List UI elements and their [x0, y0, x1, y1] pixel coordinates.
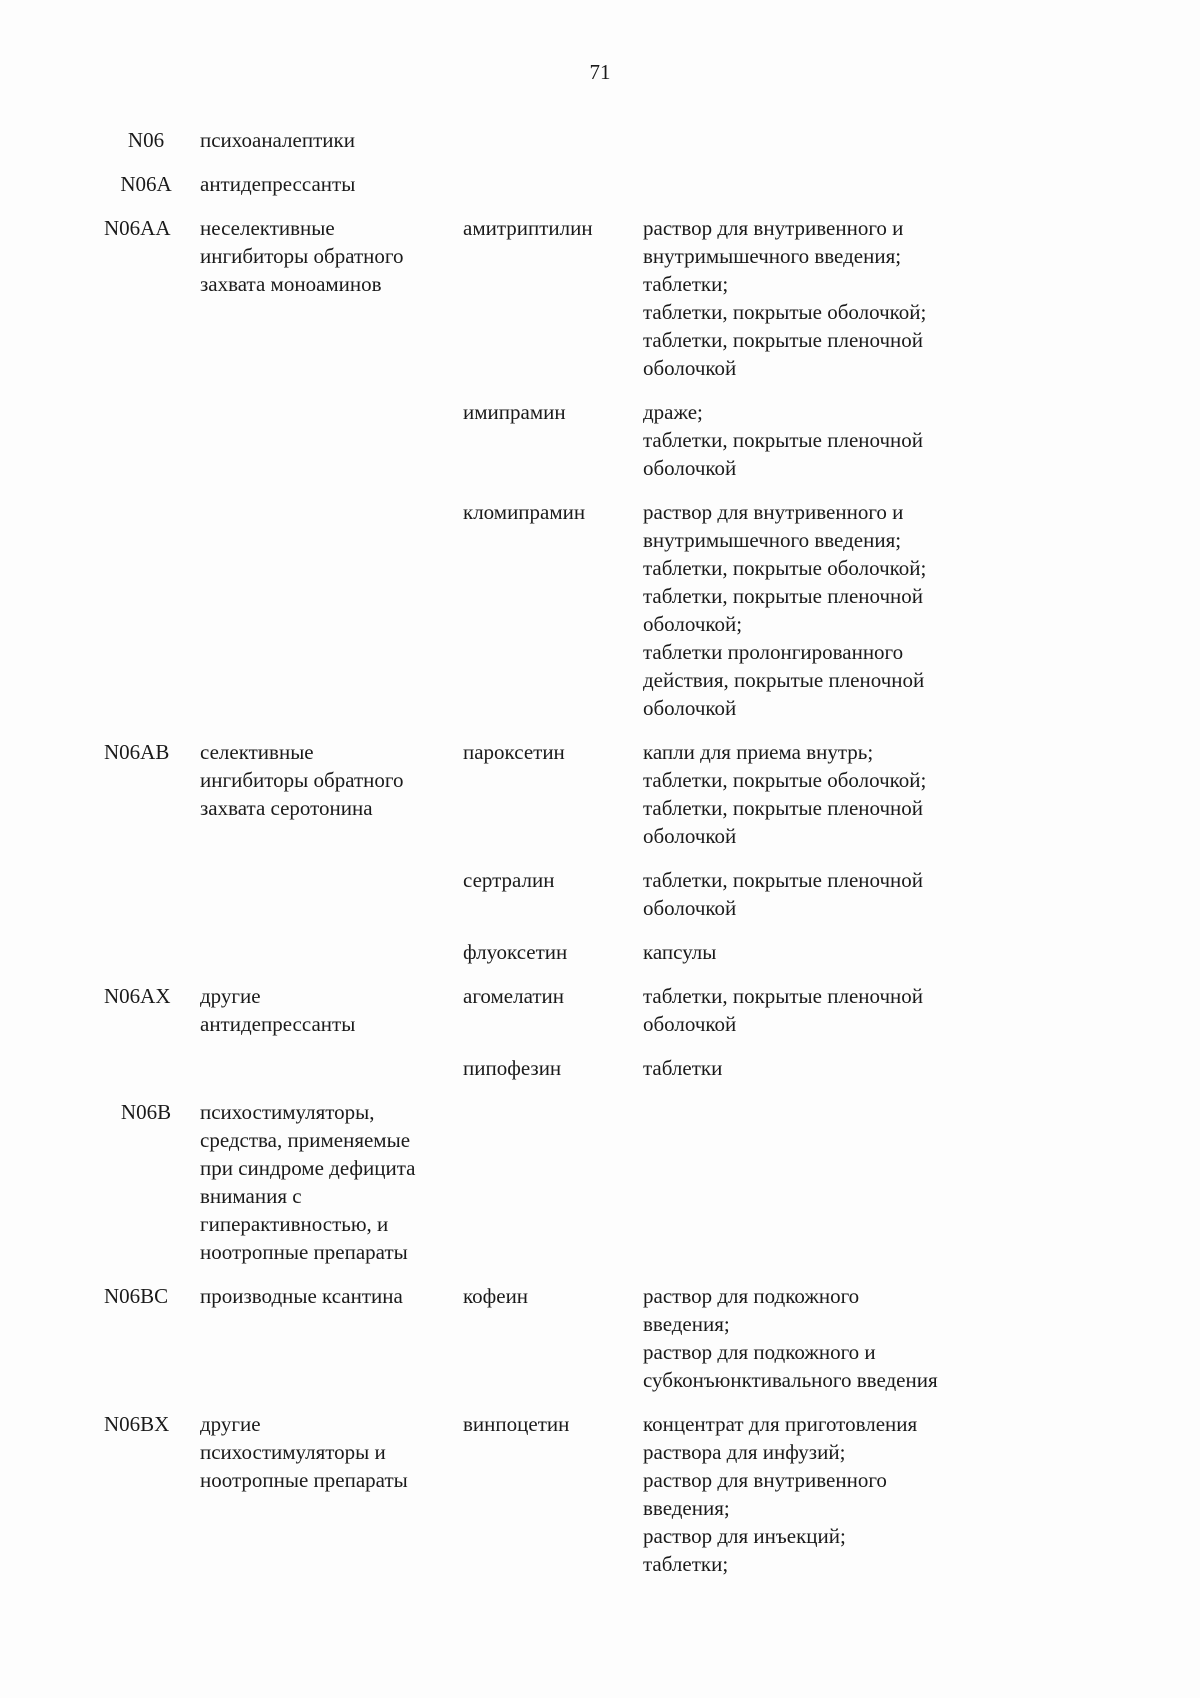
- drug-list: [463, 982, 1003, 1082]
- dosage-form-line: введения;: [643, 1312, 730, 1336]
- atc-entry-row: [104, 214, 1104, 722]
- atc-group-name: [200, 126, 463, 154]
- drug-name: пароксетин: [463, 740, 565, 764]
- dosage-form-line: капсулы: [643, 940, 717, 964]
- atc-group-line: захвата серотонина: [200, 796, 373, 820]
- dosage-form-line: раствор для подкожного: [643, 1284, 860, 1308]
- drug-name: амитриптилин: [463, 216, 593, 240]
- drug-row: [463, 938, 1003, 966]
- dosage-forms: [643, 1282, 1003, 1394]
- atc-table: [104, 126, 1104, 1578]
- dosage-forms: [643, 498, 1003, 722]
- drug-list: [463, 1410, 1003, 1578]
- dosage-forms: [643, 738, 1003, 850]
- dosage-form-line: таблетки, покрытые пленочной: [643, 584, 924, 608]
- dosage-form-line: раствор для внутривенного и: [643, 500, 904, 524]
- atc-code: N06BC: [104, 1284, 169, 1308]
- atc-group-name: [200, 170, 463, 198]
- atc-code: N06BX: [104, 1412, 170, 1436]
- dosage-form-line: таблетки: [643, 1056, 723, 1080]
- atc-code: N06A: [120, 172, 172, 196]
- atc-group-line: психостимуляторы,: [200, 1100, 375, 1124]
- drug-name: кломипрамин: [463, 500, 586, 524]
- drug-row: [463, 214, 1003, 382]
- drug-row: [463, 866, 1003, 922]
- dosage-form-line: оболочкой: [643, 356, 737, 380]
- atc-entry-row: [104, 126, 1104, 154]
- dosage-form-line: таблетки;: [643, 272, 729, 296]
- atc-group-name: [200, 982, 463, 1038]
- atc-entry-row: [104, 982, 1104, 1082]
- dosage-form-line: раствор для внутривенного и: [643, 216, 904, 240]
- dosage-form-line: таблетки, покрытые пленочной: [643, 984, 924, 1008]
- dosage-form-line: капли для приема внутрь;: [643, 740, 874, 764]
- dosage-form-line: таблетки, покрытые пленочной: [643, 868, 924, 892]
- dosage-forms: [643, 214, 1003, 382]
- drug-list: [463, 214, 1003, 722]
- dosage-forms: [643, 1410, 1003, 1578]
- drug-row: [463, 498, 1003, 722]
- dosage-form-line: оболочкой: [643, 1012, 737, 1036]
- atc-group-name: [200, 1282, 463, 1310]
- dosage-forms: [643, 1054, 1003, 1082]
- dosage-form-line: таблетки;: [643, 1552, 729, 1576]
- atc-group-line: захвата моноаминов: [200, 272, 382, 296]
- dosage-form-line: раствор для подкожного и: [643, 1340, 876, 1364]
- dosage-forms: [643, 866, 1003, 922]
- drug-name: сертралин: [463, 868, 555, 892]
- atc-group-line: другие: [200, 984, 261, 1008]
- dosage-form-line: раствор для внутривенного: [643, 1468, 887, 1492]
- dosage-form-line: таблетки пролонгированного: [643, 640, 904, 664]
- atc-group-line: психостимуляторы и: [200, 1440, 386, 1464]
- dosage-form-line: оболочкой: [643, 824, 737, 848]
- atc-group-line: ноотропные препараты: [200, 1240, 408, 1264]
- atc-entry-row: [104, 1410, 1104, 1578]
- atc-group-line: средства, применяемые: [200, 1128, 411, 1152]
- dosage-form-line: действия, покрытые пленочной: [643, 668, 925, 692]
- dosage-form-line: внутримышечного введения;: [643, 244, 902, 268]
- dosage-form-line: оболочкой: [643, 696, 737, 720]
- dosage-form-line: таблетки, покрытые оболочкой;: [643, 300, 927, 324]
- dosage-form-line: драже;: [643, 400, 703, 424]
- drug-list: [463, 1282, 1003, 1394]
- dosage-form-line: оболочкой: [643, 896, 737, 920]
- atc-group-line: производные ксантина: [200, 1284, 403, 1308]
- atc-group-line: другие: [200, 1412, 261, 1436]
- dosage-forms: [643, 398, 1003, 482]
- dosage-form-line: таблетки, покрытые пленочной: [643, 796, 924, 820]
- dosage-form-line: оболочкой;: [643, 612, 743, 636]
- drug-row: [463, 982, 1003, 1038]
- atc-code: N06AA: [104, 216, 171, 240]
- atc-group-name: [200, 214, 463, 298]
- atc-group-line: гиперактивностью, и: [200, 1212, 389, 1236]
- dosage-form-line: таблетки, покрытые оболочкой;: [643, 768, 927, 792]
- dosage-form-line: внутримышечного введения;: [643, 528, 902, 552]
- atc-group-line: ингибиторы обратного: [200, 768, 404, 792]
- dosage-form-line: оболочкой: [643, 456, 737, 480]
- dosage-form-line: концентрат для приготовления: [643, 1412, 918, 1436]
- drug-row: [463, 1410, 1003, 1578]
- atc-group-line: при синдроме дефицита: [200, 1156, 416, 1180]
- dosage-form-line: раствора для инфузий;: [643, 1440, 846, 1464]
- dosage-form-line: таблетки, покрытые оболочкой;: [643, 556, 927, 580]
- atc-group-name: [200, 1410, 463, 1494]
- atc-group-line: селективные: [200, 740, 314, 764]
- dosage-forms: [643, 938, 1003, 966]
- atc-group-name: [200, 1098, 463, 1266]
- drug-row: [463, 398, 1003, 482]
- drug-name: агомелатин: [463, 984, 565, 1008]
- atc-code: N06B: [120, 1100, 172, 1124]
- drug-name: флуоксетин: [463, 940, 568, 964]
- drug-row: [463, 1282, 1003, 1394]
- atc-entry-row: [104, 1098, 1104, 1266]
- atc-group-line: внимания с: [200, 1184, 302, 1208]
- atc-group-line: ингибиторы обратного: [200, 244, 404, 268]
- dosage-form-line: введения;: [643, 1496, 730, 1520]
- atc-code: N06AB: [104, 740, 170, 764]
- dosage-form-line: таблетки, покрытые пленочной: [643, 428, 924, 452]
- dosage-forms: [643, 982, 1003, 1038]
- drug-list: [463, 738, 1003, 966]
- drug-row: [463, 738, 1003, 850]
- atc-entry-row: [104, 1282, 1104, 1394]
- atc-group-line: неселективные: [200, 216, 335, 240]
- dosage-form-line: субконъюнктивального введения: [643, 1368, 938, 1392]
- dosage-form-line: раствор для инъекций;: [643, 1524, 846, 1548]
- dosage-form-line: таблетки, покрытые пленочной: [643, 328, 924, 352]
- page-number: 71: [589, 60, 611, 84]
- atc-code: N06AX: [104, 984, 171, 1008]
- atc-entry-row: [104, 170, 1104, 198]
- drug-name: имипрамин: [463, 400, 566, 424]
- drug-row: [463, 1054, 1003, 1082]
- atc-group-name: [200, 738, 463, 822]
- drug-name: кофеин: [463, 1284, 529, 1308]
- atc-group-line: ноотропные препараты: [200, 1468, 408, 1492]
- atc-group-line: психоаналептики: [200, 128, 355, 152]
- atc-code: N06: [127, 128, 165, 152]
- drug-name: винпоцетин: [463, 1412, 570, 1436]
- atc-entry-row: [104, 738, 1104, 966]
- drug-name: пипофезин: [463, 1056, 562, 1080]
- atc-group-line: антидепрессанты: [200, 1012, 356, 1036]
- atc-group-line: антидепрессанты: [200, 172, 356, 196]
